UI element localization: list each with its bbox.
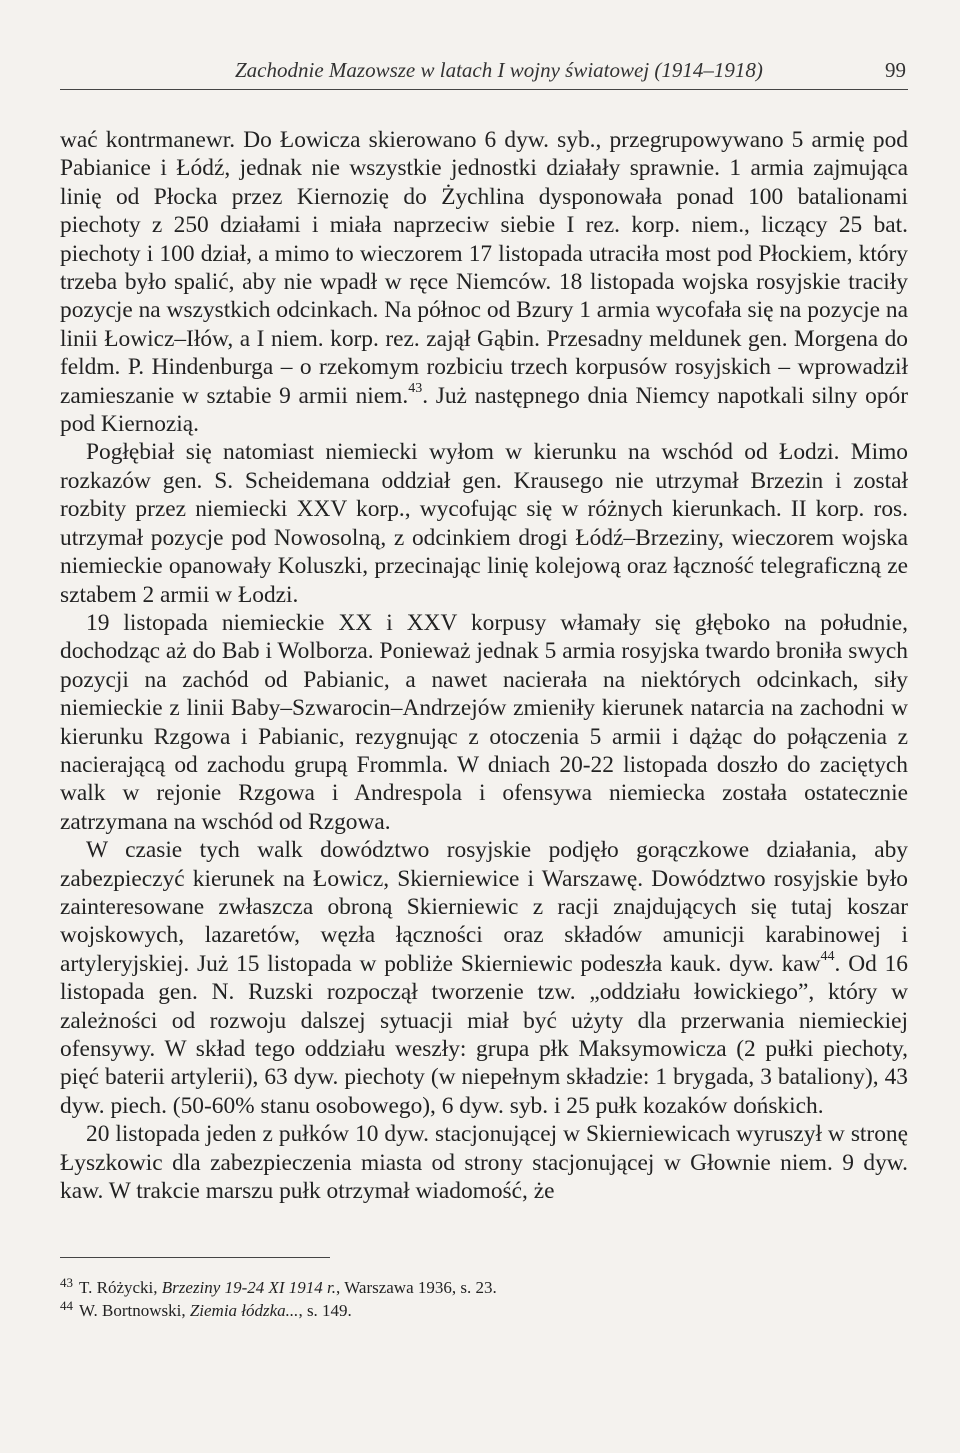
body-text (60, 126, 908, 1205)
paragraph-text: 20 listopada jeden z pułków 10 dyw. stacjonującej w Skierniewicach wyruszył w stronę Łyszkowic dla zabezpieczenia miasta od strony stacjonującej w Głownie niem. 9 dyw. kaw. W trakcie marszu pułk otrzymał wiadomość, że (60, 1121, 908, 1205)
running-title: Zachodnie Mazowsze w latach I wojny światowej (1914–1918) (235, 58, 763, 82)
paragraph-text: wać kontrmanewr. Do Łowicza skierowano 6 dyw. syb., przegrupowywano 5 armię pod Pabianice i Łódź, jednak nie wszystkie jednostki działały sprawnie. 1 armia zajmująca linię od Płocka przez Kiernozię do Żychlina dysponowała ponad 100 batalionami piechoty z 250 działami i miała naprzeciw siebie I rez. korp. niem., liczący 25 bat. piechoty i 100 dział, a mimo to wieczorem 17 listopada utraciła most pod Płockiem, który trzeba było spalić, aby nie wpadł w ręce Niemców. 18 listopada wojska rosyjskie traciły pozycje na wszystkich odcinkach. Na północ od Bzury 1 armia wycofała się na pozycje na linii Łowicz–Iłów, a I niem. korp. rez. zajął Gąbin. Przesadny meldunek gen. Morgena do feldm. P. Hindenburga – o rzekomym rozbiciu trzech korpusów rosyjskich – wprowadził zamieszanie w sztabie 9 armii niem. (60, 127, 908, 409)
footnote-author: T. Różycki, (79, 1278, 162, 1298)
footnote-title: Ziemia łódzka... (189, 1301, 299, 1321)
paragraph-text: . Już następnego dnia Niemcy napotkali silny opór pod Kiernozią. (60, 382, 908, 438)
page (60, 58, 908, 1322)
paragraph (60, 836, 908, 1120)
footnote-rest: , s. 149. (298, 1301, 352, 1321)
footnote (60, 1299, 908, 1322)
paragraph (60, 126, 908, 438)
paragraph-text: Pogłębiał się natomiast niemiecki wyłom w kierunku na wschód od Łodzi. Mimo rozkazów gen. S. Scheidemana oddział gen. Krausego nie utrzymał Brzezin i został rozbity przez niemiecki XXV korp., wycofując się w różnych kierunkach. II korp. ros. utrzymał pozycje pod Nowosolną, z odcinkiem drogi Łódź–Brzeziny, wieczorem wojska niemieckie opanowały Koluszki, przecinając linię kolejową oraz łączność telegraficzną ze sztabem 2 armii w Łodzi. (60, 439, 908, 608)
running-header (60, 58, 908, 90)
footnote-title: Brzeziny 19-24 XI 1914 r. (161, 1278, 337, 1298)
footnote-mark: 43 (60, 1274, 73, 1290)
paragraph (60, 609, 908, 836)
paragraph (60, 1120, 908, 1205)
footnote-mark: 44 (60, 1297, 73, 1313)
paragraph-text: W czasie tych walk dowództwo rosyjskie podjęło gorączkowe działania, aby zabezpieczyć kierunek na Łowicz, Skierniewice i Warszawę. Dowództwo rosyjskie było zainteresowane zwłaszcza obroną Skierniewic z racji znajdujących się tutaj koszar wojskowych, lazaretów, węzła łączności oraz składów amunicji karabinowej i artyleryjskiej. Już 15 listopada w pobliże Skierniewic podeszła kauk. dyw. kaw (60, 837, 908, 977)
footnote (60, 1276, 908, 1299)
page-number: 99 (885, 58, 906, 82)
footnotes (60, 1276, 908, 1322)
paragraph-text: 19 listopada niemieckie XX i XXV korpusy włamały się głęboko na południe, dochodząc aż do Bab i Wolborza. Ponieważ jednak 5 armia rosyjska twardo broniła swych pozycji na zachód od Pabianic, a nawet nacierała na niektórych odcinkach, siły niemieckie z linii Baby–Szwarocin–Andrzejów zmieniły kierunek natarcia na zachodni w kierunku Rzgowa i Pabianic, rezygnując z otoczenia 5 armii i dążąc do połączenia z nacierającą od zachodu grupą Frommla. W dniach 20-22 listopada doszło do zaciętych walk w rejonie Rzgowa i Andrespola i ofensywa niemiecka została ostatecznie zatrzymana na wschód od Rzgowa. (60, 609, 908, 835)
footnote-author: W. Bortnowski, (79, 1301, 190, 1321)
footnote-ref: 43 (408, 380, 423, 396)
paragraph (60, 438, 908, 608)
footnote-rest: , Warszawa 1936, s. 23. (336, 1278, 497, 1298)
paragraph-text: . Od 16 listopada gen. N. Ruzski rozpoczął tworzenie tzw. „oddziału łowickiego”, który w zależności od rozwoju dalszej sytuacji miał być użyty dla przerwania niemieckiej ofensywy. W skład tego oddziału weszły: grupa płk Maksymowicza (2 pułki piechoty, pięć baterii artylerii), 63 dyw. piechoty (w niepełnym składzie: 1 brygada, 3 bataliony), 43 dyw. piech. (50-60% stanu osobowego), 6 dyw. syb. i 25 pułk kozaków dońskich. (60, 950, 908, 1119)
footnote-divider (60, 1257, 330, 1258)
footnote-ref: 44 (820, 948, 835, 964)
